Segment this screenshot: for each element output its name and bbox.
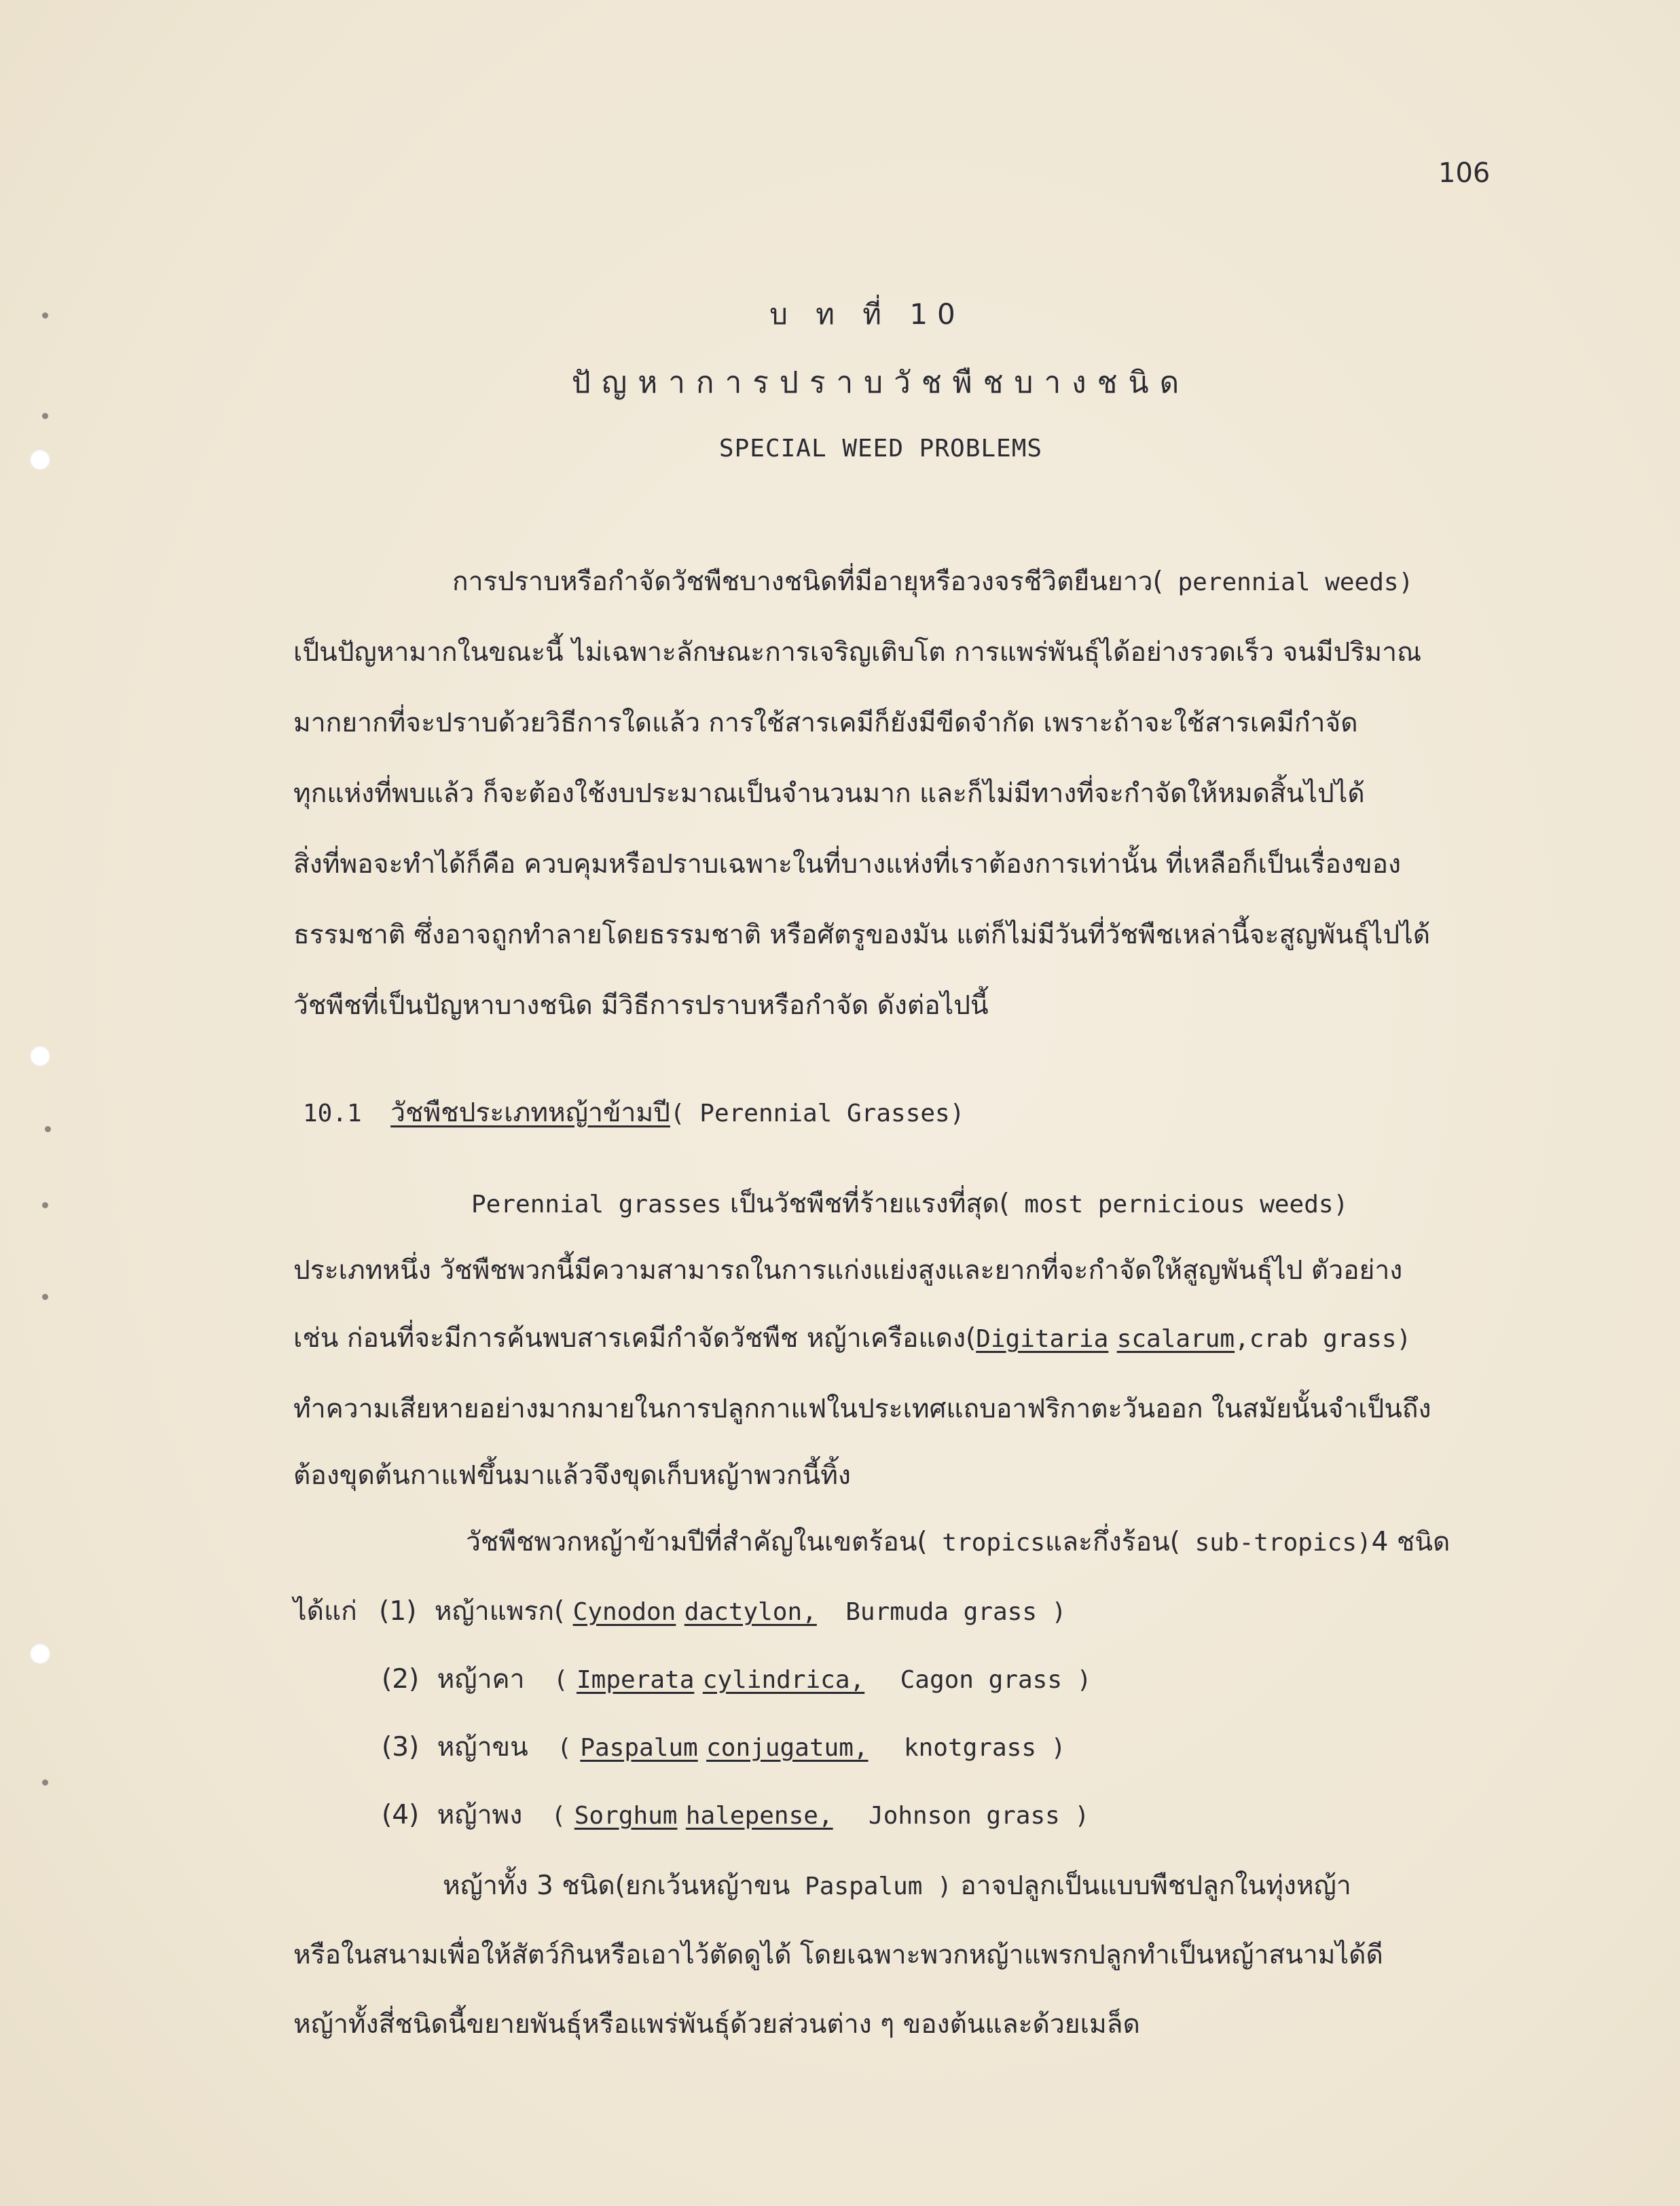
paper-speck	[45, 1126, 51, 1132]
scientific-species: conjugatum,	[706, 1734, 869, 1762]
section-number: 10.1	[303, 1100, 362, 1127]
para1-line: ประเภทหนึ่ง วัชพืชพวกนี้มีความสามารถในการแก่งแย่งสูงและยากที่จะกำจัดให้สูญพันธุ์ไป ตัวอย่าง	[293, 1255, 1403, 1286]
paper-speck	[42, 1779, 48, 1786]
scientific-genus: Paspalum	[580, 1734, 698, 1762]
chapter-title-english: SPECIAL WEED PROBLEMS	[718, 435, 1043, 463]
para1-line: เช่น ก่อนที่จะมีการค้นพบสารเคมีกำจัดวัชพืช หญ้าเครือแดง(Digitaria scalarum,crab grass)	[293, 1323, 1412, 1354]
para3-line: หญ้าทั้งสี่ชนิดนี้ขยายพันธุ์หรือแพร่พันธุ์ด้วยส่วนต่าง ๆ ของต้นและด้วยเมล็ด	[293, 2009, 1140, 2040]
section-heading	[303, 1096, 964, 1131]
intro-english-term: perennial weeds)	[1163, 568, 1414, 596]
binder-hole	[30, 1046, 50, 1066]
scientific-species: dactylon,	[684, 1598, 817, 1626]
intro-line: ธรรมชาติ ซึ่งอาจถูกทำลายโดยธรรมชาติ หรือศัตรูของมัน แต่ก็ไม่มีวันที่วัชพืชเหล่านี้จะสูญพันธุ์ไปได้	[293, 920, 1431, 950]
intro-line: เป็นปัญหามากในขณะนี้ ไม่เฉพาะลักษณะการเจริญเติบโต การแพร่พันธุ์ได้อย่างรวดเร็ว จนมีปริมาณ	[293, 637, 1422, 668]
intro-text: การปราบหรือกำจัดวัชพืชบางชนิดที่มีอายุหรือวงจรชีวิตยืนยาว(	[452, 566, 1163, 597]
scientific-species: cylindrica,	[702, 1666, 865, 1694]
para1-line: ต้องขุดต้นกาแฟขึ้นมาแล้วจึงขุดเก็บหญ้าพวกนี้ทิ้ง	[293, 1460, 851, 1491]
page-number: 106	[1438, 158, 1491, 189]
weed-list-item: (2) หญ้าคา ( Imperata cylindrica, Cagon grass )	[382, 1664, 1092, 1695]
scientific-genus: Imperata	[576, 1666, 695, 1694]
chapter-heading: บ ท ที่ 10	[769, 297, 965, 331]
weed-list-item: (3) หญ้าขน ( Paspalum conjugatum, knotgrass )	[382, 1732, 1066, 1762]
para3-line: หรือในสนามเพื่อให้สัตว์กินหรือเอาไว้ตัดดูได้ โดยเฉพาะพวกหญ้าแพรกปลูกทำเป็นหญ้าสนามได้ดี	[293, 1940, 1383, 1970]
intro-line: สิ่งที่พอจะทำได้ก็คือ ควบคุมหรือปราบเฉพาะในที่บางแห่งที่เราต้องการเท่านั้น ที่เหลือก็เป็นเรื่องของ	[293, 849, 1402, 880]
section-title-thai: วัชพืชประเภทหญ้าข้ามปี	[390, 1098, 670, 1128]
section-title-english: ( Perennial Grasses)	[670, 1100, 965, 1127]
weed-list-item: ได้แก่ (1) หญ้าแพรก( Cynodon dactylon, Burmuda grass )	[293, 1596, 1067, 1627]
weed-list-item: (4) หญ้าพง ( Sorghum halepense, Johnson grass )	[382, 1800, 1090, 1830]
scientific-species: scalarum	[1116, 1325, 1235, 1353]
paper-speck	[42, 1294, 48, 1300]
intro-line: มากยากที่จะปราบด้วยวิธีการใดแล้ว การใช้สารเคมีก็ยังมีขีดจำกัด เพราะถ้าจะใช้สารเคมีกำจัด	[293, 708, 1358, 738]
scientific-genus: Sorghum	[574, 1802, 678, 1830]
para1-line: Perennial grasses เป็นวัชพืชที่ร้ายแรงที่สุด( most pernicious weeds)	[471, 1189, 1349, 1219]
para3-line: หญ้าทั้ง 3 ชนิด(ยกเว้นหญ้าขน Paspalum ) อาจปลูกเป็นแบบพืชปลูกในทุ่งหญ้า	[443, 1870, 1351, 1901]
binder-hole	[30, 1644, 50, 1664]
chapter-title-thai: ปัญหาการปราบวัชพืชบางชนิด	[571, 365, 1190, 400]
intro-line	[452, 565, 1413, 600]
para1-line: ทำความเสียหายอย่างมากมายในการปลูกกาแฟในประเทศแถบอาฟริกาตะวันออก ในสมัยนั้นจำเป็นถึง	[293, 1394, 1431, 1424]
scientific-genus: Digitaria	[976, 1325, 1109, 1353]
intro-line: ทุกแห่งที่พบแล้ว ก็จะต้องใช้งบประมาณเป็นจำนวนมาก และก็ไม่มีทางที่จะกำจัดให้หมดสิ้นไปได้	[293, 778, 1365, 809]
scientific-species: halepense,	[685, 1802, 833, 1830]
paper-speck	[42, 413, 48, 419]
para2-line: วัชพืชพวกหญ้าข้ามปีที่สำคัญในเขตร้อน( tropicsและกึ่งร้อน( sub-tropics)4 ชนิด	[466, 1527, 1450, 1557]
paper-speck	[42, 1202, 48, 1208]
scientific-genus: Cynodon	[572, 1598, 676, 1626]
intro-line: วัชพืชที่เป็นปัญหาบางชนิด มีวิธีการปราบหรือกำจัด ดังต่อไปนี้	[293, 990, 989, 1021]
